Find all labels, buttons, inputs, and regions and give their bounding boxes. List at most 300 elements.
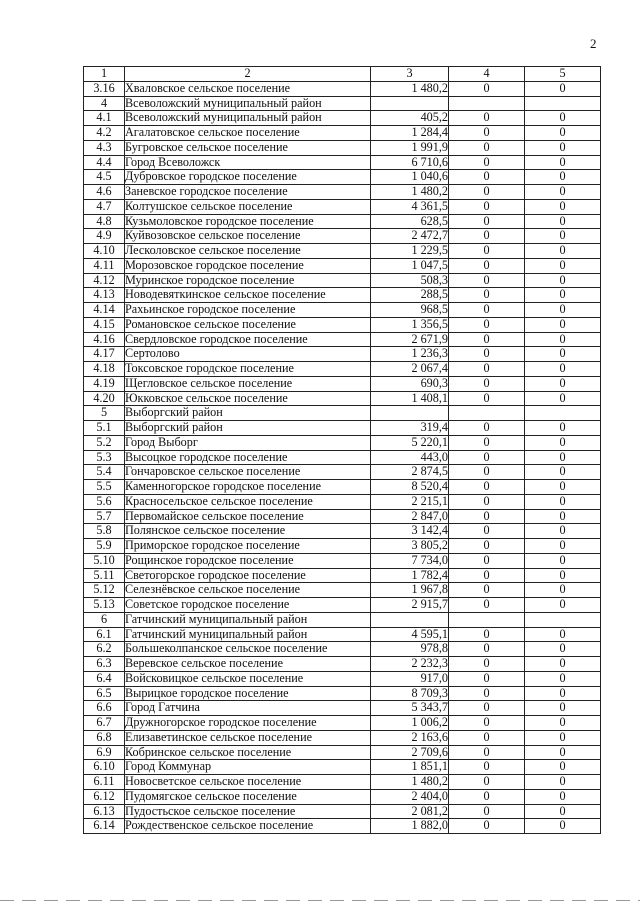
row-col5 bbox=[525, 406, 601, 421]
table-row bbox=[84, 745, 601, 760]
row-value: 2 847,0 bbox=[371, 509, 449, 524]
table-body bbox=[84, 81, 601, 833]
table-row bbox=[84, 421, 601, 436]
row-name: Приморское городское поселение bbox=[125, 539, 371, 554]
row-value: 2 709,6 bbox=[371, 745, 449, 760]
row-value: 8 520,4 bbox=[371, 480, 449, 495]
table-row bbox=[84, 96, 601, 111]
row-col5: 0 bbox=[525, 126, 601, 141]
row-col5: 0 bbox=[525, 170, 601, 185]
table-row bbox=[84, 760, 601, 775]
row-col5: 0 bbox=[525, 185, 601, 200]
row-value: 5 220,1 bbox=[371, 435, 449, 450]
row-col4: 0 bbox=[449, 627, 525, 642]
row-col5 bbox=[525, 96, 601, 111]
row-number: 6.6 bbox=[84, 701, 125, 716]
row-col5: 0 bbox=[525, 214, 601, 229]
table-row bbox=[84, 140, 601, 155]
row-value: 1 991,9 bbox=[371, 140, 449, 155]
row-col4: 0 bbox=[449, 509, 525, 524]
row-col4: 0 bbox=[449, 126, 525, 141]
row-value: 628,5 bbox=[371, 214, 449, 229]
row-col5: 0 bbox=[525, 804, 601, 819]
row-name: Рахьинское городское поселение bbox=[125, 303, 371, 318]
table-row bbox=[84, 480, 601, 495]
table-row bbox=[84, 524, 601, 539]
row-col5: 0 bbox=[525, 730, 601, 745]
row-name: Муринское городское поселение bbox=[125, 273, 371, 288]
row-name: Каменногорское городское поселение bbox=[125, 480, 371, 495]
row-name: Куйвозовское сельское поселение bbox=[125, 229, 371, 244]
table-row bbox=[84, 244, 601, 259]
table-row bbox=[84, 126, 601, 141]
row-col5: 0 bbox=[525, 155, 601, 170]
table-row bbox=[84, 170, 601, 185]
row-number: 4.11 bbox=[84, 258, 125, 273]
row-value: 2 232,3 bbox=[371, 657, 449, 672]
table-row bbox=[84, 81, 601, 96]
table-row bbox=[84, 716, 601, 731]
row-number: 5.6 bbox=[84, 494, 125, 509]
row-col5: 0 bbox=[525, 288, 601, 303]
row-number: 5.9 bbox=[84, 539, 125, 554]
row-name: Первомайское сельское поселение bbox=[125, 509, 371, 524]
table-row bbox=[84, 568, 601, 583]
table-row bbox=[84, 406, 601, 421]
row-value: 405,2 bbox=[371, 111, 449, 126]
table-row bbox=[84, 303, 601, 318]
row-col5: 0 bbox=[525, 450, 601, 465]
row-value: 5 343,7 bbox=[371, 701, 449, 716]
row-value: 2 067,4 bbox=[371, 362, 449, 377]
row-number: 4.9 bbox=[84, 229, 125, 244]
row-number: 4.10 bbox=[84, 244, 125, 259]
row-number: 5.7 bbox=[84, 509, 125, 524]
row-name: Дубровское городское поселение bbox=[125, 170, 371, 185]
row-col5: 0 bbox=[525, 598, 601, 613]
row-col5: 0 bbox=[525, 435, 601, 450]
row-name: Светогорское городское поселение bbox=[125, 568, 371, 583]
row-number: 4.3 bbox=[84, 140, 125, 155]
row-col5: 0 bbox=[525, 819, 601, 834]
table-row bbox=[84, 627, 601, 642]
table-row bbox=[84, 701, 601, 716]
row-col5: 0 bbox=[525, 140, 601, 155]
row-name: Новодевяткинское сельское поселение bbox=[125, 288, 371, 303]
row-value: 4 361,5 bbox=[371, 199, 449, 214]
row-col5: 0 bbox=[525, 81, 601, 96]
row-number: 6.14 bbox=[84, 819, 125, 834]
table-row bbox=[84, 214, 601, 229]
row-value: 1 480,2 bbox=[371, 81, 449, 96]
row-col4: 0 bbox=[449, 716, 525, 731]
row-number: 6.9 bbox=[84, 745, 125, 760]
row-name: Город Выборг bbox=[125, 435, 371, 450]
row-name: Елизаветинское сельское поселение bbox=[125, 730, 371, 745]
row-value: 1 236,3 bbox=[371, 347, 449, 362]
row-number: 6.11 bbox=[84, 775, 125, 790]
row-col4: 0 bbox=[449, 244, 525, 259]
row-value: 917,0 bbox=[371, 671, 449, 686]
row-name: Кузьмоловское городское поселение bbox=[125, 214, 371, 229]
row-col5: 0 bbox=[525, 317, 601, 332]
row-value: 3 805,2 bbox=[371, 539, 449, 554]
row-col4: 0 bbox=[449, 819, 525, 834]
table-row bbox=[84, 347, 601, 362]
row-value: 508,3 bbox=[371, 273, 449, 288]
row-col5: 0 bbox=[525, 362, 601, 377]
row-value: 1 356,5 bbox=[371, 317, 449, 332]
row-value bbox=[371, 612, 449, 627]
column-header-4: 4 bbox=[449, 67, 525, 82]
table-row bbox=[84, 789, 601, 804]
table-row bbox=[84, 155, 601, 170]
table-row bbox=[84, 494, 601, 509]
row-col4: 0 bbox=[449, 288, 525, 303]
row-col5: 0 bbox=[525, 539, 601, 554]
row-col4: 0 bbox=[449, 598, 525, 613]
row-col5: 0 bbox=[525, 775, 601, 790]
table-header-row bbox=[84, 67, 601, 82]
row-col5: 0 bbox=[525, 657, 601, 672]
row-col4: 0 bbox=[449, 804, 525, 819]
row-number: 6.12 bbox=[84, 789, 125, 804]
row-col4: 0 bbox=[449, 317, 525, 332]
row-value: 6 710,6 bbox=[371, 155, 449, 170]
row-name: Всеволожский муниципальный район bbox=[125, 111, 371, 126]
row-name: Селезнёвское сельское поселение bbox=[125, 583, 371, 598]
row-name: Агалатовское сельское поселение bbox=[125, 126, 371, 141]
row-number: 5.2 bbox=[84, 435, 125, 450]
table-row bbox=[84, 229, 601, 244]
row-number: 4.19 bbox=[84, 376, 125, 391]
row-col5: 0 bbox=[525, 509, 601, 524]
row-col4: 0 bbox=[449, 539, 525, 554]
row-col4: 0 bbox=[449, 730, 525, 745]
table-row bbox=[84, 775, 601, 790]
row-value: 7 734,0 bbox=[371, 553, 449, 568]
row-col4: 0 bbox=[449, 81, 525, 96]
row-value: 1 047,5 bbox=[371, 258, 449, 273]
row-number: 4.20 bbox=[84, 391, 125, 406]
row-number: 4.8 bbox=[84, 214, 125, 229]
row-col5: 0 bbox=[525, 111, 601, 126]
row-col5 bbox=[525, 612, 601, 627]
table-row bbox=[84, 598, 601, 613]
row-name: Кобринское сельское поселение bbox=[125, 745, 371, 760]
row-col5: 0 bbox=[525, 789, 601, 804]
row-name: Город Коммунар bbox=[125, 760, 371, 775]
row-value: 2 915,7 bbox=[371, 598, 449, 613]
row-col4: 0 bbox=[449, 789, 525, 804]
row-number: 4.7 bbox=[84, 199, 125, 214]
row-number: 6.2 bbox=[84, 642, 125, 657]
row-value: 2 472,7 bbox=[371, 229, 449, 244]
row-col5: 0 bbox=[525, 391, 601, 406]
row-col4: 0 bbox=[449, 258, 525, 273]
row-number: 5.12 bbox=[84, 583, 125, 598]
row-col5: 0 bbox=[525, 332, 601, 347]
row-number: 6.10 bbox=[84, 760, 125, 775]
row-number: 6.5 bbox=[84, 686, 125, 701]
row-value: 1 284,4 bbox=[371, 126, 449, 141]
row-col4: 0 bbox=[449, 553, 525, 568]
row-col4: 0 bbox=[449, 214, 525, 229]
row-col4: 0 bbox=[449, 332, 525, 347]
row-col5: 0 bbox=[525, 716, 601, 731]
row-value: 978,8 bbox=[371, 642, 449, 657]
row-number: 6 bbox=[84, 612, 125, 627]
row-col4 bbox=[449, 406, 525, 421]
row-col4: 0 bbox=[449, 480, 525, 495]
row-col4: 0 bbox=[449, 671, 525, 686]
row-col4: 0 bbox=[449, 273, 525, 288]
row-col4: 0 bbox=[449, 170, 525, 185]
row-col5: 0 bbox=[525, 199, 601, 214]
row-col5: 0 bbox=[525, 258, 601, 273]
row-col5: 0 bbox=[525, 701, 601, 716]
row-name: Город Гатчина bbox=[125, 701, 371, 716]
row-number: 5.4 bbox=[84, 465, 125, 480]
row-name: Выборгский район bbox=[125, 421, 371, 436]
table-row bbox=[84, 317, 601, 332]
row-name: Сертолово bbox=[125, 347, 371, 362]
row-name: Свердловское городское поселение bbox=[125, 332, 371, 347]
row-number: 6.3 bbox=[84, 657, 125, 672]
row-value: 1 480,2 bbox=[371, 185, 449, 200]
table-row bbox=[84, 450, 601, 465]
row-value bbox=[371, 406, 449, 421]
row-name: Токсовское городское поселение bbox=[125, 362, 371, 377]
row-col4: 0 bbox=[449, 775, 525, 790]
row-col5: 0 bbox=[525, 642, 601, 657]
row-number: 5 bbox=[84, 406, 125, 421]
row-name: Романовское сельское поселение bbox=[125, 317, 371, 332]
table-row bbox=[84, 185, 601, 200]
row-col5: 0 bbox=[525, 745, 601, 760]
row-col5: 0 bbox=[525, 465, 601, 480]
scan-edge-line bbox=[0, 900, 640, 901]
row-name: Дружногорское городское поселение bbox=[125, 716, 371, 731]
column-header-5: 5 bbox=[525, 67, 601, 82]
row-value: 2 874,5 bbox=[371, 465, 449, 480]
row-col4: 0 bbox=[449, 657, 525, 672]
page-number: 2 bbox=[590, 36, 597, 51]
row-number: 4.13 bbox=[84, 288, 125, 303]
table-row bbox=[84, 509, 601, 524]
row-value: 968,5 bbox=[371, 303, 449, 318]
table-row bbox=[84, 258, 601, 273]
row-col4: 0 bbox=[449, 111, 525, 126]
row-col5: 0 bbox=[525, 760, 601, 775]
row-col4: 0 bbox=[449, 435, 525, 450]
data-table bbox=[83, 66, 601, 834]
row-col4: 0 bbox=[449, 568, 525, 583]
row-value: 1 006,2 bbox=[371, 716, 449, 731]
column-header-2: 2 bbox=[125, 67, 371, 82]
row-col4: 0 bbox=[449, 524, 525, 539]
table-row bbox=[84, 465, 601, 480]
row-name: Гончаровское сельское поселение bbox=[125, 465, 371, 480]
row-col4: 0 bbox=[449, 450, 525, 465]
row-value: 1 040,6 bbox=[371, 170, 449, 185]
row-name: Щегловское сельское поселение bbox=[125, 376, 371, 391]
row-name: Большеколпанское сельское поселение bbox=[125, 642, 371, 657]
row-name: Войсковицкое сельское поселение bbox=[125, 671, 371, 686]
row-name: Хваловское сельское поселение bbox=[125, 81, 371, 96]
row-col4: 0 bbox=[449, 376, 525, 391]
row-number: 4.17 bbox=[84, 347, 125, 362]
row-name: Бугровское сельское поселение bbox=[125, 140, 371, 155]
row-name: Пудостьское сельское поселение bbox=[125, 804, 371, 819]
row-number: 4.15 bbox=[84, 317, 125, 332]
row-col5: 0 bbox=[525, 421, 601, 436]
table-row bbox=[84, 642, 601, 657]
row-name: Юкковское сельское поселение bbox=[125, 391, 371, 406]
row-name: Высоцкое городское поселение bbox=[125, 450, 371, 465]
column-header-3: 3 bbox=[371, 67, 449, 82]
table-row bbox=[84, 199, 601, 214]
row-value: 319,4 bbox=[371, 421, 449, 436]
row-value: 8 709,3 bbox=[371, 686, 449, 701]
row-number: 5.3 bbox=[84, 450, 125, 465]
row-col5: 0 bbox=[525, 494, 601, 509]
table-row bbox=[84, 583, 601, 598]
row-name: Рождественское сельское поселение bbox=[125, 819, 371, 834]
row-number: 6.1 bbox=[84, 627, 125, 642]
row-name: Новосветское сельское поселение bbox=[125, 775, 371, 790]
row-number: 5.1 bbox=[84, 421, 125, 436]
row-col4: 0 bbox=[449, 760, 525, 775]
table-row bbox=[84, 819, 601, 834]
row-value: 2 163,6 bbox=[371, 730, 449, 745]
row-name: Советское городское поселение bbox=[125, 598, 371, 613]
row-col4: 0 bbox=[449, 199, 525, 214]
table-row bbox=[84, 686, 601, 701]
row-number: 6.7 bbox=[84, 716, 125, 731]
row-col4: 0 bbox=[449, 583, 525, 598]
row-number: 3.16 bbox=[84, 81, 125, 96]
row-col4: 0 bbox=[449, 347, 525, 362]
row-col4: 0 bbox=[449, 686, 525, 701]
row-number: 4.14 bbox=[84, 303, 125, 318]
row-number: 6.4 bbox=[84, 671, 125, 686]
row-name: Морозовское городское поселение bbox=[125, 258, 371, 273]
table-row bbox=[84, 362, 601, 377]
row-name: Полянское сельское поселение bbox=[125, 524, 371, 539]
row-value: 2 081,2 bbox=[371, 804, 449, 819]
row-col5: 0 bbox=[525, 244, 601, 259]
table-row bbox=[84, 332, 601, 347]
row-number: 6.13 bbox=[84, 804, 125, 819]
row-value bbox=[371, 96, 449, 111]
table-row bbox=[84, 612, 601, 627]
row-col4: 0 bbox=[449, 421, 525, 436]
row-name: Выборгский район bbox=[125, 406, 371, 421]
row-col5: 0 bbox=[525, 686, 601, 701]
row-value: 690,3 bbox=[371, 376, 449, 391]
row-name: Красносельское сельское поселение bbox=[125, 494, 371, 509]
row-col4: 0 bbox=[449, 642, 525, 657]
table-row bbox=[84, 553, 601, 568]
row-value: 1 882,0 bbox=[371, 819, 449, 834]
row-col5: 0 bbox=[525, 671, 601, 686]
row-value: 2 215,1 bbox=[371, 494, 449, 509]
table-row bbox=[84, 539, 601, 554]
row-value: 1 229,5 bbox=[371, 244, 449, 259]
table-row bbox=[84, 391, 601, 406]
row-value: 2 671,9 bbox=[371, 332, 449, 347]
row-value: 4 595,1 bbox=[371, 627, 449, 642]
row-col5: 0 bbox=[525, 347, 601, 362]
table-row bbox=[84, 111, 601, 126]
row-col4: 0 bbox=[449, 185, 525, 200]
row-number: 4.18 bbox=[84, 362, 125, 377]
row-col4: 0 bbox=[449, 701, 525, 716]
table-row bbox=[84, 376, 601, 391]
row-value: 3 142,4 bbox=[371, 524, 449, 539]
row-name: Колтушское сельское поселение bbox=[125, 199, 371, 214]
row-col5: 0 bbox=[525, 583, 601, 598]
row-name: Заневское городское поселение bbox=[125, 185, 371, 200]
table-row bbox=[84, 435, 601, 450]
row-number: 5.8 bbox=[84, 524, 125, 539]
row-name: Пудомягское сельское поселение bbox=[125, 789, 371, 804]
row-number: 5.13 bbox=[84, 598, 125, 613]
row-col5: 0 bbox=[525, 524, 601, 539]
row-col5: 0 bbox=[525, 303, 601, 318]
row-value: 288,5 bbox=[371, 288, 449, 303]
column-header-1: 1 bbox=[84, 67, 125, 82]
row-value: 2 404,0 bbox=[371, 789, 449, 804]
row-col4: 0 bbox=[449, 465, 525, 480]
row-col4: 0 bbox=[449, 229, 525, 244]
table-row bbox=[84, 804, 601, 819]
row-number: 4.1 bbox=[84, 111, 125, 126]
row-name: Вырицкое городское поселение bbox=[125, 686, 371, 701]
row-col4: 0 bbox=[449, 362, 525, 377]
row-number: 5.11 bbox=[84, 568, 125, 583]
row-col4 bbox=[449, 612, 525, 627]
row-number: 5.10 bbox=[84, 553, 125, 568]
table-row bbox=[84, 288, 601, 303]
row-number: 4.4 bbox=[84, 155, 125, 170]
row-value: 443,0 bbox=[371, 450, 449, 465]
row-value: 1 782,4 bbox=[371, 568, 449, 583]
row-name: Веревское сельское поселение bbox=[125, 657, 371, 672]
row-name: Всеволожский муниципальный район bbox=[125, 96, 371, 111]
row-number: 4.5 bbox=[84, 170, 125, 185]
row-name: Рощинское городское поселение bbox=[125, 553, 371, 568]
row-col5: 0 bbox=[525, 376, 601, 391]
row-col5: 0 bbox=[525, 273, 601, 288]
row-col5: 0 bbox=[525, 480, 601, 495]
row-name: Лесколовское сельское поселение bbox=[125, 244, 371, 259]
row-col5: 0 bbox=[525, 627, 601, 642]
table-row bbox=[84, 657, 601, 672]
table-row bbox=[84, 671, 601, 686]
row-number: 4 bbox=[84, 96, 125, 111]
row-col4: 0 bbox=[449, 303, 525, 318]
row-number: 6.8 bbox=[84, 730, 125, 745]
row-col5: 0 bbox=[525, 229, 601, 244]
row-col5: 0 bbox=[525, 568, 601, 583]
row-value: 1 408,1 bbox=[371, 391, 449, 406]
row-number: 4.16 bbox=[84, 332, 125, 347]
row-col4 bbox=[449, 96, 525, 111]
table-row bbox=[84, 273, 601, 288]
row-col5: 0 bbox=[525, 553, 601, 568]
